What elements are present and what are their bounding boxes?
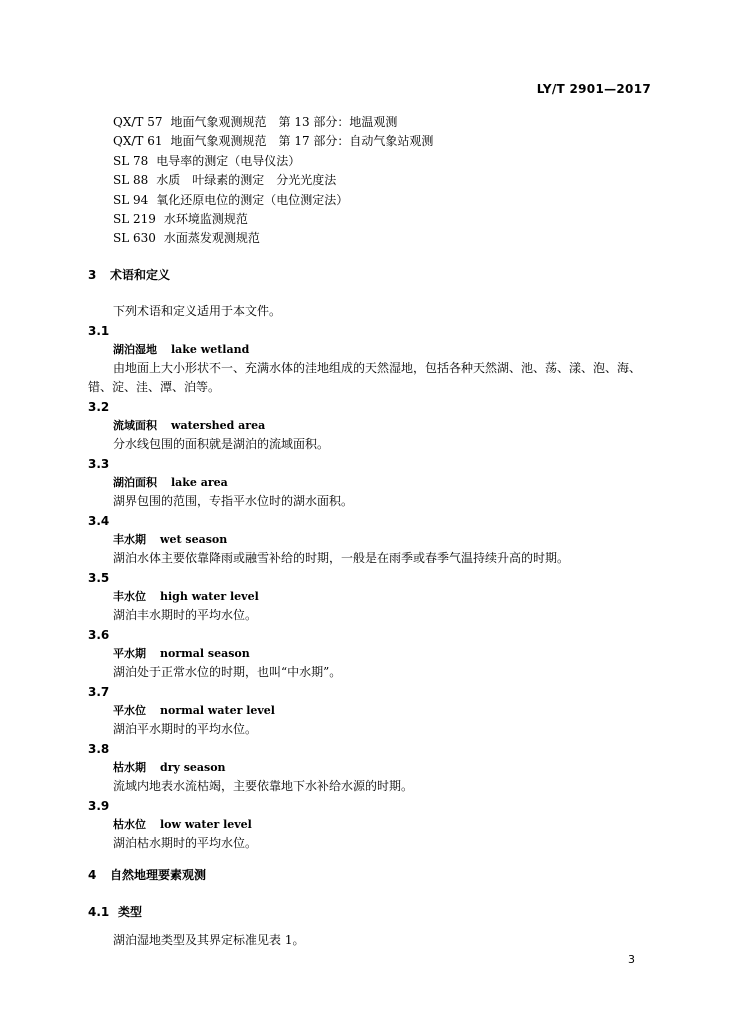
section-4-1-heading [88,903,142,920]
section-title: 术语和定义 [110,268,171,282]
term-name-zh: 湖泊湿地 [113,343,157,356]
page-number: 3 [628,953,635,966]
term-definition: 湖泊枯水期时的平均水位。 [113,836,258,850]
reference-item [113,113,433,132]
term-entry [88,569,648,625]
reference-title: 水面蒸发观测规范 [163,231,260,246]
term-definition: 由地面上大小形状不一、充满水体的洼地组成的天然湿地，包括各种天然湖、池、荡、漾、泡、海、错、淀、洼、潭、泊等。 [88,361,642,394]
term-number: 3.9 [88,799,110,813]
section-4-1-text: 湖泊湿地类型及其界定标准见表 1。 [113,933,305,947]
term-definition: 湖泊平水期时的平均水位。 [113,722,258,736]
term-name-en: normal season [160,647,250,660]
term-name [113,644,648,663]
reference-title: 水环境监测规范 [163,211,248,226]
reference-item [113,152,433,171]
section-number: 4 [88,868,97,882]
term-name-zh: 流域面积 [113,419,157,432]
reference-code: QX/T 61 [113,134,163,149]
term-name-en: wet season [160,533,228,546]
term-number: 3.1 [88,324,110,338]
reference-code: SL 94 [113,192,149,207]
term-name-en: high water level [160,590,259,603]
term-definition: 湖泊水体主要依靠降雨或融雪补给的时期，一般是在雨季或春季气温持续升高的时期。 [113,551,570,565]
reference-title: 地面气象观测规范 第 13 部分：地温观测 [170,115,398,129]
term-name-zh: 枯水期 [113,761,146,774]
normative-references-list [113,113,433,249]
term-name-zh: 枯水位 [113,818,146,831]
term-name-en: watershed area [171,419,266,432]
subsection-title: 类型 [118,905,143,919]
term-name-en: low water level [160,818,252,831]
reference-title: 水质 叶绿素的测定 分光光度法 [156,173,337,188]
term-entry [88,683,648,739]
term-number: 3.8 [88,742,110,756]
reference-title: 氧化还原电位的测定（电位测定法） [156,192,349,207]
reference-item [113,191,433,210]
term-name [113,587,648,606]
term-name-zh: 湖泊面积 [113,476,157,489]
term-number: 3.2 [88,400,110,414]
term-definition: 湖界包围的范围，专指平水位时的湖水面积。 [113,494,354,508]
terms-list [88,322,648,854]
reference-code: SL 219 [113,211,156,226]
term-name-zh: 丰水期 [113,533,146,546]
term-number: 3.4 [88,514,110,528]
term-name [113,473,648,492]
section-title: 自然地理要素观测 [110,868,207,882]
term-entry [88,455,648,511]
section-4-heading [88,866,206,883]
term-name [113,701,648,720]
term-entry [88,512,648,568]
term-entry [88,322,648,397]
reference-item [113,210,433,229]
term-definition: 湖泊处于正常水位的时期，也叫“中水期”。 [113,665,342,679]
term-name [113,815,648,834]
term-name [113,340,648,359]
reference-code: SL 78 [113,153,149,168]
term-number: 3.7 [88,685,110,699]
term-name-en: dry season [160,761,226,774]
reference-item [113,229,433,248]
section-3-heading [88,266,170,283]
reference-title: 地面气象观测规范 第 17 部分：自动气象站观测 [170,134,434,149]
term-entry [88,740,648,796]
document-code: LY/T 2901—2017 [536,82,651,96]
term-definition: 湖泊丰水期时的平均水位。 [113,608,258,622]
term-number: 3.3 [88,457,110,471]
subsection-number: 4.1 [88,905,110,919]
reference-item [113,171,433,190]
term-number: 3.5 [88,571,110,585]
term-name [113,530,648,549]
term-name-en: lake wetland [171,343,250,356]
term-definition: 分水线包围的面积就是湖泊的流域面积。 [113,437,330,451]
reference-title: 电导率的测定（电导仪法） [156,153,301,168]
term-entry [88,797,648,853]
term-name-en: lake area [171,476,228,489]
section-3-intro: 下列术语和定义适用于本文件。 [113,304,282,318]
term-entry [88,626,648,682]
term-name [113,416,648,435]
reference-item [113,132,433,151]
reference-code: QX/T 57 [113,115,163,129]
section-number: 3 [88,268,97,282]
reference-code: SL 630 [113,231,156,246]
term-name [113,758,648,777]
term-number: 3.6 [88,628,110,642]
term-name-zh: 平水期 [113,647,146,660]
term-definition: 流域内地表水流枯竭，主要依靠地下水补给水源的时期。 [113,779,414,793]
reference-code: SL 88 [113,173,149,188]
term-entry [88,398,648,454]
term-name-zh: 丰水位 [113,590,146,603]
term-name-en: normal water level [160,704,275,717]
term-name-zh: 平水位 [113,704,146,717]
